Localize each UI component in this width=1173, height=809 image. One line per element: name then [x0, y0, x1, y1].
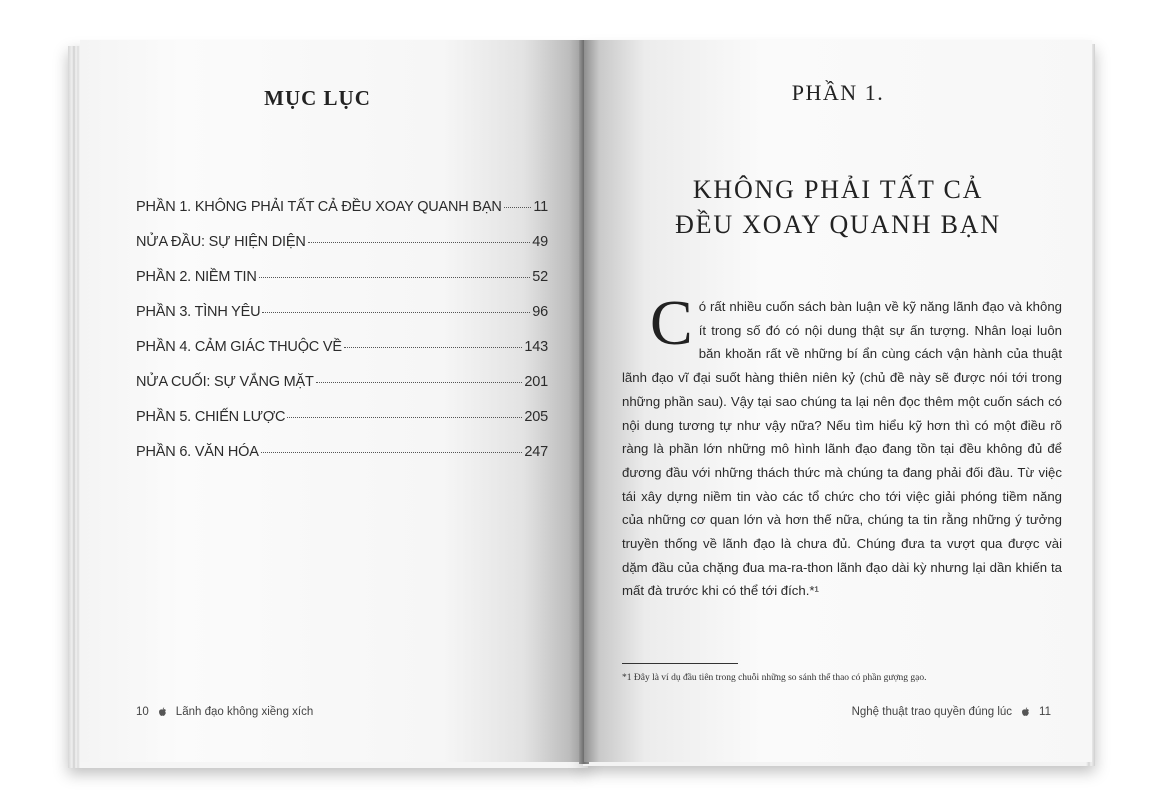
toc-leader-dots: [344, 347, 523, 348]
body-paragraph: [622, 287, 1062, 603]
toc-leader-dots: [316, 382, 523, 383]
toc-entry-page: 247: [524, 444, 548, 460]
toc-entry-label: PHẦN 3. TÌNH YÊU: [136, 304, 261, 320]
toc-entry: [136, 339, 548, 374]
toc-leader-dots: [262, 312, 530, 313]
left-page-footer: [136, 706, 313, 718]
toc-leader-dots: [308, 242, 531, 243]
toc-entry-label: PHẦN 6. VĂN HÓA: [136, 444, 259, 460]
toc-entry: [136, 304, 548, 339]
toc-entry-label: PHẦN 5. CHIẾN LƯỢC: [136, 409, 286, 425]
open-book: [68, 40, 1100, 772]
section-title-footer: Nghệ thuật trao quyền đúng lúc: [851, 706, 1013, 718]
toc-entry-page: 205: [524, 409, 548, 425]
toc-entry: [136, 269, 548, 304]
left-page: [80, 40, 584, 762]
toc-entry-label: PHẦN 1. KHÔNG PHẢI TẤT CẢ ĐỀU XOAY QUANH BẠN: [136, 199, 502, 215]
toc-entry-page: 201: [524, 374, 548, 390]
drop-cap: C: [650, 287, 693, 358]
toc-entry: [136, 444, 548, 479]
chapter-title-line: ĐỀU XOAY QUANH BẠN: [675, 210, 1001, 239]
body-text: ó rất nhiều cuốn sách bàn luận về kỹ năng lãnh đạo và không ít trong số đó có nội dung thật sự ấn tượng. Nhân loại luôn băn khoăn rất về những bí ẩn cùng cách vận hành của thuật lãnh đạo vĩ đại suốt hàng thiên niên kỷ (chủ đề này sẽ được nói tới trong những phần sau). Vậy tại sao chúng ta lại nên đọc thêm một cuốn sách có nội dung tương tự như vậy nữa? Nếu tìm hiểu kỹ hơn thì có một điều rõ ràng là phần lớn những mô hình lãnh đạo đang tồn tại đều không đủ để đương đầu với những thách thức mà chúng ta đang phải đối đầu. Từ việc tái xây dựng niềm tin vào các tổ chức cho tới việc giải phóng tiềm năng của những cơ quan lớn và hơn thế nữa, chúng ta tin rằng những ý tưởng truyền thống về lãnh đạo là chưa đủ. Chúng đưa ta vượt qua được vài dặm đầu của chặng đua ma-ra-thon lãnh đạo dài kỳ nhưng lại dần khiến ta mất đà trước khi có thể tới đích.*¹: [622, 299, 1062, 599]
toc-entry-label: PHẦN 2. NIỀM TIN: [136, 269, 257, 285]
toc-entry-label: NỬA CUỐI: SỰ VẮNG MẶT: [136, 374, 314, 390]
toc-leader-dots: [287, 417, 522, 418]
toc-entry: [136, 199, 548, 234]
book-title-footer: Lãnh đạo không xiềng xích: [175, 706, 314, 718]
toc-entry-label: PHẦN 4. CẢM GIÁC THUỘC VỀ: [136, 339, 342, 355]
part-heading: PHẦN 1.: [791, 80, 885, 105]
apple-icon: [1021, 707, 1030, 717]
toc-entry-page: 52: [532, 269, 548, 285]
toc-entry-page: 96: [532, 304, 548, 320]
toc-entry: [136, 234, 548, 269]
apple-icon: [158, 707, 167, 717]
right-page: [584, 40, 1092, 762]
toc-leader-dots: [259, 277, 531, 278]
chapter-title-line: KHÔNG PHẢI TẤT CẢ: [692, 175, 984, 204]
toc-entry-label: NỬA ĐẦU: SỰ HIỆN DIỆN: [136, 234, 306, 250]
left-page-number: 10: [136, 706, 149, 718]
right-page-number: 11: [1039, 706, 1051, 718]
chapter-title: [584, 172, 1092, 242]
right-page-footer: [852, 706, 1051, 718]
toc-entry-page: 49: [532, 234, 548, 250]
toc-leader-dots: [261, 452, 523, 453]
footnote-divider: [622, 663, 738, 664]
toc-entry: [136, 409, 548, 444]
footnote: *1 Đây là ví dụ đầu tiên trong chuỗi những so sánh thể thao có phần gượng gạo.: [622, 673, 927, 683]
toc-leader-dots: [504, 207, 532, 208]
table-of-contents: [136, 199, 548, 479]
toc-entry: [136, 374, 548, 409]
toc-entry-page: 11: [533, 199, 548, 215]
toc-entry-page: 143: [524, 339, 548, 355]
toc-title: MỤC LỤC: [264, 86, 371, 110]
